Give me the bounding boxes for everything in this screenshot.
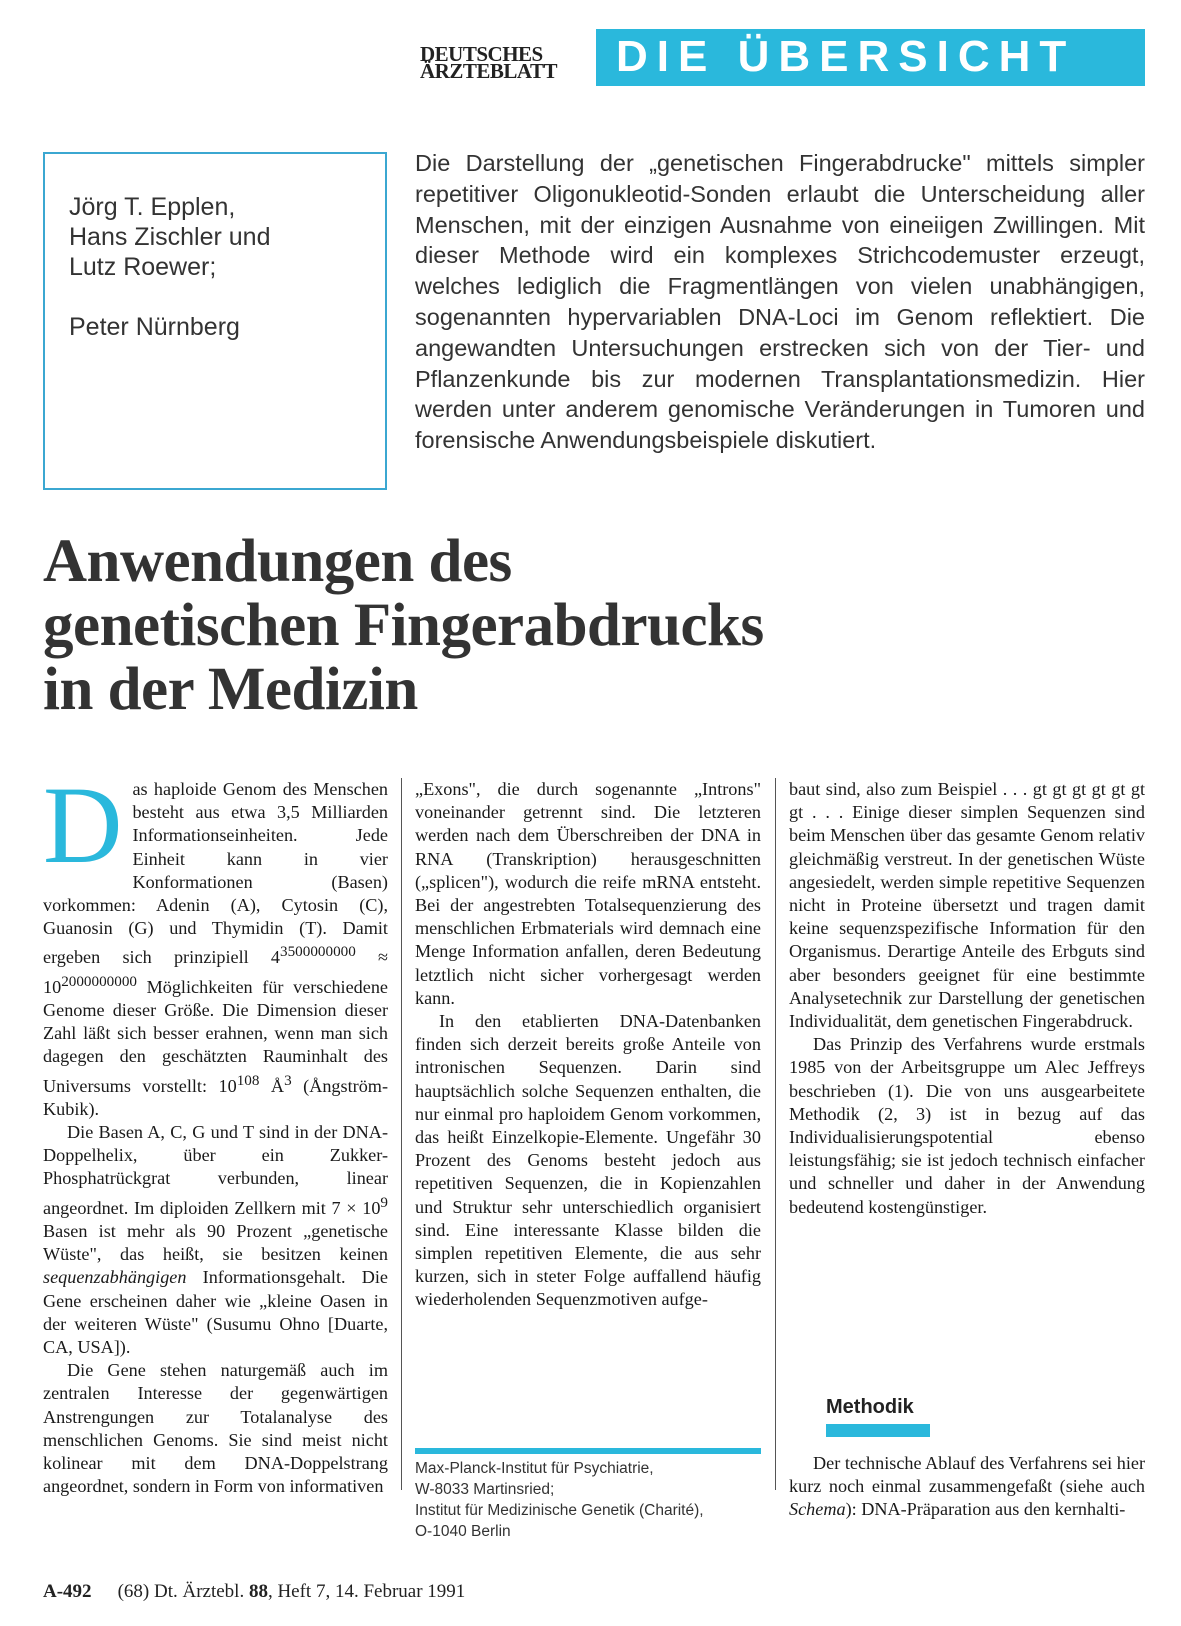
text: Basen ist mehr als 90 Prozent „genetische Wüste", das heißt, sie besitzen keinen xyxy=(43,1220,388,1265)
author-last: Peter Nürnberg xyxy=(69,313,240,341)
paragraph: baut sind, also zum Beispiel . . . gt gt gt gt gt gt gt . . . Einige dieser simplen Sequenzen sind beim Menschen über das gesamte Genom relativ gleichmäßig verstreut. In der genetischen Wüste angesiedelt, werden simple repetitive Sequenzen nicht in Proteine übersetzt und tragen damit keine sequenzspezifische Information für den Organismus. Derartige Anteile des Erbguts sind aber besonders geeignet für eine bestimmte Analysetechnik zur Darstellung der genetischen Individualität, dem genetischen Fingerabdruck. xyxy=(789,779,1145,1032)
article-headline xyxy=(43,530,1143,722)
paragraph: Das Prinzip des Verfahrens wurde erstmals 1985 von der Arbeitsgruppe um Alec Jeffreys beschrieben (1). Die von uns ausgearbeitete Methodik (2, 3) ist in bezug auf das Individualisierungspotential ebenso leistungsfähig; sie ist jedoch technisch einfacher und schneller und daher in der Anwendung bedeutend kostengünstiger. xyxy=(789,1034,1145,1217)
emphasis: sequenzabhängigen xyxy=(43,1267,187,1288)
superscript: 9 xyxy=(380,1193,388,1211)
headline-line-2: genetischen Fingerabdrucks xyxy=(43,592,764,659)
affiliation-rule xyxy=(415,1448,761,1454)
superscript: 2000000000 xyxy=(61,972,137,990)
citation-rest: , Heft 7, 14. Februar 1991 xyxy=(267,1581,466,1602)
abstract: Die Darstellung der „genetischen Fingerabdrucke" mittels simpler repetitiver Oligonukleotid-Sonden erlaubt die Unterscheidung aller Menschen, mit der einzigen Ausnahme von eineiigen Zwillingen. Mit dieser Methode wird ein komplexes Strichcodemuster erzeugt, welches lediglich die Fragmentlängen von vielen unabhängigen, sogenannten hypervariablen DNA-Loci im Genom reflektiert. Die angewandten Untersuchungen erstrecken sich von der Tier- und Pflanzenkunde bis zur modernen Transplantationsmedizin. Hier werden unter anderem genomische Veränderungen in Tumoren und forensische Anwendungsbeispiele diskutiert. xyxy=(415,150,1145,454)
headline-line-3: in der Medizin xyxy=(43,656,418,723)
body-column-3 xyxy=(789,778,1145,1219)
body-column-1 xyxy=(43,764,388,1498)
text: Der technische Ablauf des Verfahrens sei hier kurz noch einmal zusammengefaßt (siehe auch xyxy=(789,1453,1145,1497)
logo-line-2: ÄRZTEBLATT xyxy=(420,59,557,83)
body-column-2 xyxy=(415,778,761,1312)
volume: 88 xyxy=(248,1581,268,1602)
text: ): DNA-Präparation aus den kernhalti- xyxy=(845,1499,1126,1520)
column-divider xyxy=(401,778,402,1490)
paragraph: „Exons", die durch sogenannte „Introns" voneinander getrennt sind. Die letzteren werden nach dem Überschreiben der DNA in RNA (Transkription) herausgeschnitten („splicen"), wodurch die reife mRNA entsteht. Bei der angestrebten Totalsequenzierung des menschlichen Erbmaterials wird demnach eine Menge Information anfallen, deren Bedeutung letztlich nicht sicher vorhergesagt werden kann. xyxy=(415,779,761,1008)
paragraph: In den etablierten DNA-Datenbanken finden sich derzeit bereits große Anteile von intronischen Sequenzen. Darin sind hauptsächlich solche Sequenzen enthalten, die nur einmal pro haploidem Genom vorkommen, das heißt Einzelkopie-Elemente. Ungefähr 30 Prozent des Genoms besteht jedoch aus repetitiven Sequenzen, die in Kopienzahlen und Struktur sehr unterschiedlich organisiert sind. Eine interessante Klasse bilden die simplen repetitiven Elemente, die aus sehr kurzen, sich in steter Folge auffallend häufig wiederholenden Sequenzmotiven aufge- xyxy=(415,1011,761,1310)
body-column-3-continued xyxy=(789,1452,1145,1522)
paragraph xyxy=(43,764,388,1121)
page-number: A-492 xyxy=(43,1581,92,1602)
subheading-bar xyxy=(826,1424,930,1437)
text: as haploide Genom des Menschen besteht aus etwa 3,5 Milliarden Informationseinheiten. Jede Einheit kann in vier Konformationen (Basen) vorkommen: Adenin (A), Cytosin (C), Guanosin (G) und Thymidin (T). Damit ergeben sich prinzipiell 4 xyxy=(43,779,388,968)
subheading-methodik: Methodik xyxy=(826,1396,914,1418)
column-divider xyxy=(775,778,776,1490)
text: Die Basen A, C, G und T sind in der DNA-Doppelhelix, über ein Zukker-Phosphatrückgrat verbunden, linear angeordnet. Im diploiden Zellkern mit 7 × 10 xyxy=(43,1122,388,1218)
author-affiliation: Max-Planck-Institut für Psychiatrie, W-8033 Martinsried; Institut für Medizinische Genetik (Charité), O-1040 Berlin xyxy=(415,1460,704,1540)
paragraph: Die Gene stehen naturgemäß auch im zentralen Interesse der gegenwärtigen Anstrengungen zur Totalanalyse des menschlichen Genoms. Sie sind meist nicht kolinear mit dem DNA-Doppelstrang angeordnet, sondern in Form von informativen xyxy=(43,1360,388,1497)
author-box xyxy=(43,152,387,490)
journal-logo xyxy=(420,42,588,83)
text: Å xyxy=(259,1075,285,1096)
section-title: DIE ÜBERSICHT xyxy=(616,32,1076,81)
page-footer xyxy=(43,1581,465,1603)
headline-line-1: Anwendungen des xyxy=(43,528,512,595)
citation: (68) Dt. Ärztebl. xyxy=(117,1581,249,1602)
text: Möglichkeiten für verschiedene Genome dieser Größe. Die Dimension dieser Zahl läßt sich besser erahnen, wenn man sich dagegen den geschätzten Rauminhalt des Universums vorstellt: 10 xyxy=(43,976,388,1096)
emphasis: Schema xyxy=(789,1499,846,1520)
logo-line-1: DEUTSCHES xyxy=(420,42,543,66)
paragraph xyxy=(789,1452,1145,1522)
paragraph xyxy=(43,1121,388,1359)
text: (Ångström-Kubik). xyxy=(43,1075,388,1119)
superscript: 3 xyxy=(284,1071,292,1089)
superscript: 3500000000 xyxy=(280,943,356,961)
dropcap: D xyxy=(43,764,123,886)
author-names: Jörg T. Epplen, Hans Zischler und Lutz Roewer; xyxy=(69,193,271,281)
superscript: 108 xyxy=(236,1071,260,1089)
text: ≈ 10 xyxy=(43,947,388,997)
text: Informationsgehalt. Die Gene erscheinen daher wie „kleine Oasen in der weiteren Wüste" (Susumu Ohno [Duarte, CA, USA]). xyxy=(43,1267,388,1357)
